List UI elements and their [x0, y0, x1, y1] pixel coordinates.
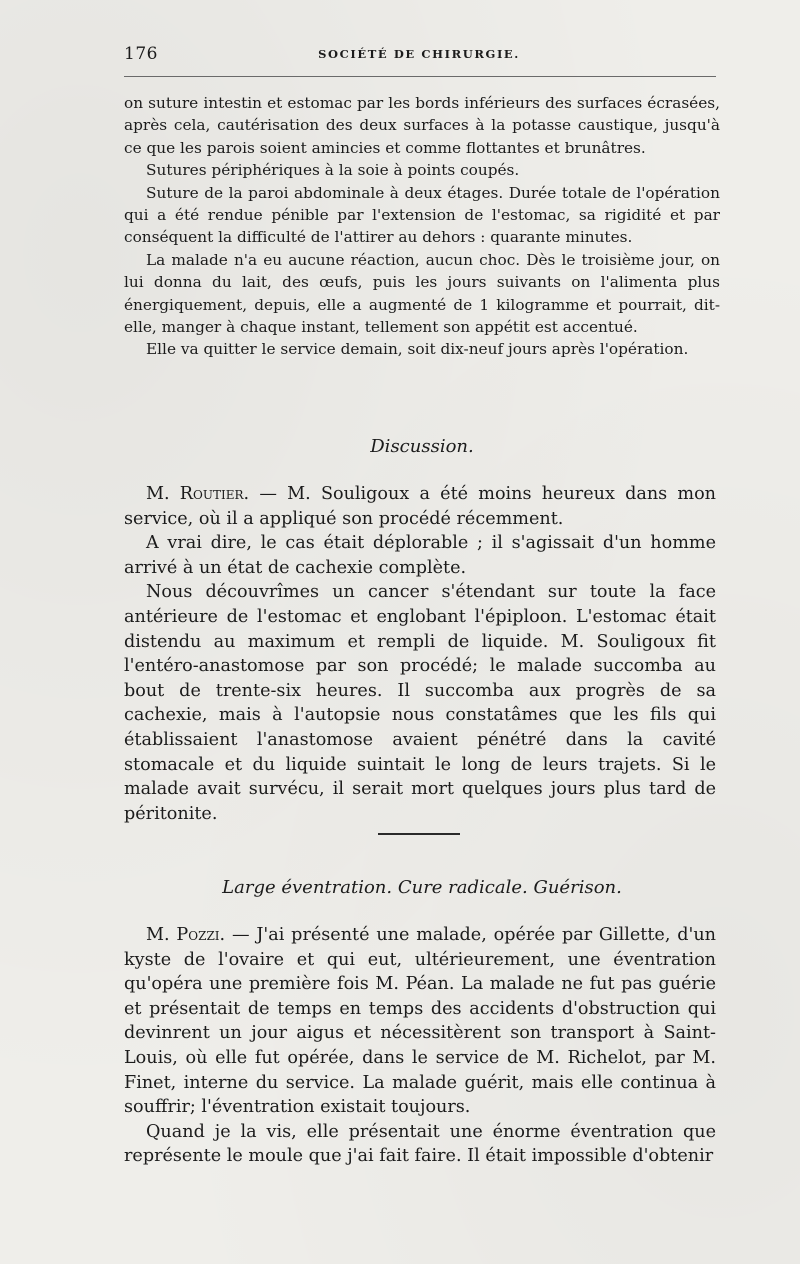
discussion-paragraph-1 — [124, 482, 716, 531]
pozzi-paragraph-1 — [124, 923, 716, 1120]
case-paragraph-5: Elle va quitter le service demain, soit dix-neuf jours après l'opération. — [146, 340, 689, 359]
case-report-text — [124, 92, 720, 361]
speaker-pozzi: M. Pozzi. — [146, 925, 226, 945]
page-number: 176 — [124, 44, 158, 64]
discussion-heading: Discussion. — [370, 436, 474, 457]
case-paragraph-2: Sutures périphériques à la soie à points coupés. — [146, 161, 520, 180]
speaker-routier: M. Routier. — [146, 484, 250, 504]
new-section-heading: Large éventration. Cure radicale. Guérison. — [222, 877, 622, 898]
discussion-paragraph-3: Nous découvrîmes un cancer s'étendant sur toute la face antérieure de l'estomac et englobant l'épiploon. L'estomac était distendu au maximum et rempli de liquide. M. Souligoux fit l'entéro-anastomose par son procédé; le malade succomba au bout de trente-six heures. Il succomba aux progrès de sa cachexie, mais à l'autopsie nous constatâmes que les fils qui établissaient l'anastomose avaient pénétré dans la cavité stomacale et du liquide suintait le long de leurs trajets. Si le malade avait survécu, il serait mort quelques jours plus tard de péritonite. — [124, 582, 716, 824]
pozzi-paragraph-1-text: — J'ai présenté une malade, opérée par Gillette, d'un kyste de l'ovaire et qui eut, ultérieurement, une éventration qu'opéra une première fois M. Péan. La malade ne fut pas guérie et présentait de temps en temps des accidents d'obstruction qui devinrent un jour aigus et nécessitèrent son transport à Saint-Louis, où elle fut opérée, dans le service de M. Richelot, par M. Finet, interne du service. La malade guérit, mais elle continua à souffrir; l'éventration existait toujours. — [124, 925, 716, 1118]
running-head — [124, 44, 714, 70]
case-paragraph-3: Suture de la paroi abdominale à deux étages. Durée totale de l'opération qui a été rendue pénible par l'extension de l'estomac, sa rigidité et par conséquent la difficulté de l'attirer au dehors : quarante minutes. — [124, 183, 720, 247]
new-section-text — [124, 923, 716, 1169]
running-title: SOCIÉTÉ DE CHIRURGIE. — [318, 47, 520, 61]
section-separator-rule — [378, 833, 460, 835]
discussion-text — [124, 482, 716, 826]
case-paragraph-4: La malade n'a eu aucune réaction, aucun choc. Dès le troisième jour, on lui donna du lait, des œufs, puis les jours suivants on l'alimenta plus énergiquement, depuis, elle a augmenté de 1 kilogramme et pourrait, dit-elle, manger à chaque instant, tellement son appétit est accentué. — [124, 250, 720, 337]
case-paragraph-1: on suture intestin et estomac par les bords inférieurs des surfaces écrasées, après cela, cautérisation des deux surfaces à la potasse caustique, jusqu'à ce que les parois soient amincies et comme flottantes et brunâtres. — [124, 94, 720, 157]
pozzi-paragraph-2: Quand je la vis, elle présentait une énorme éventration que représente le moule que j'ai fait faire. Il était impossible d'obtenir — [124, 1121, 716, 1167]
discussion-paragraph-2: A vrai dire, le cas était déplorable ; il s'agissait d'un homme arrivé à un état de cachexie complète. — [124, 533, 716, 578]
discussion-paragraph-1-text: — M. Souligoux a été moins heureux dans mon service, où il a appliqué son procédé récemment. — [124, 484, 716, 529]
header-rule — [124, 76, 716, 77]
